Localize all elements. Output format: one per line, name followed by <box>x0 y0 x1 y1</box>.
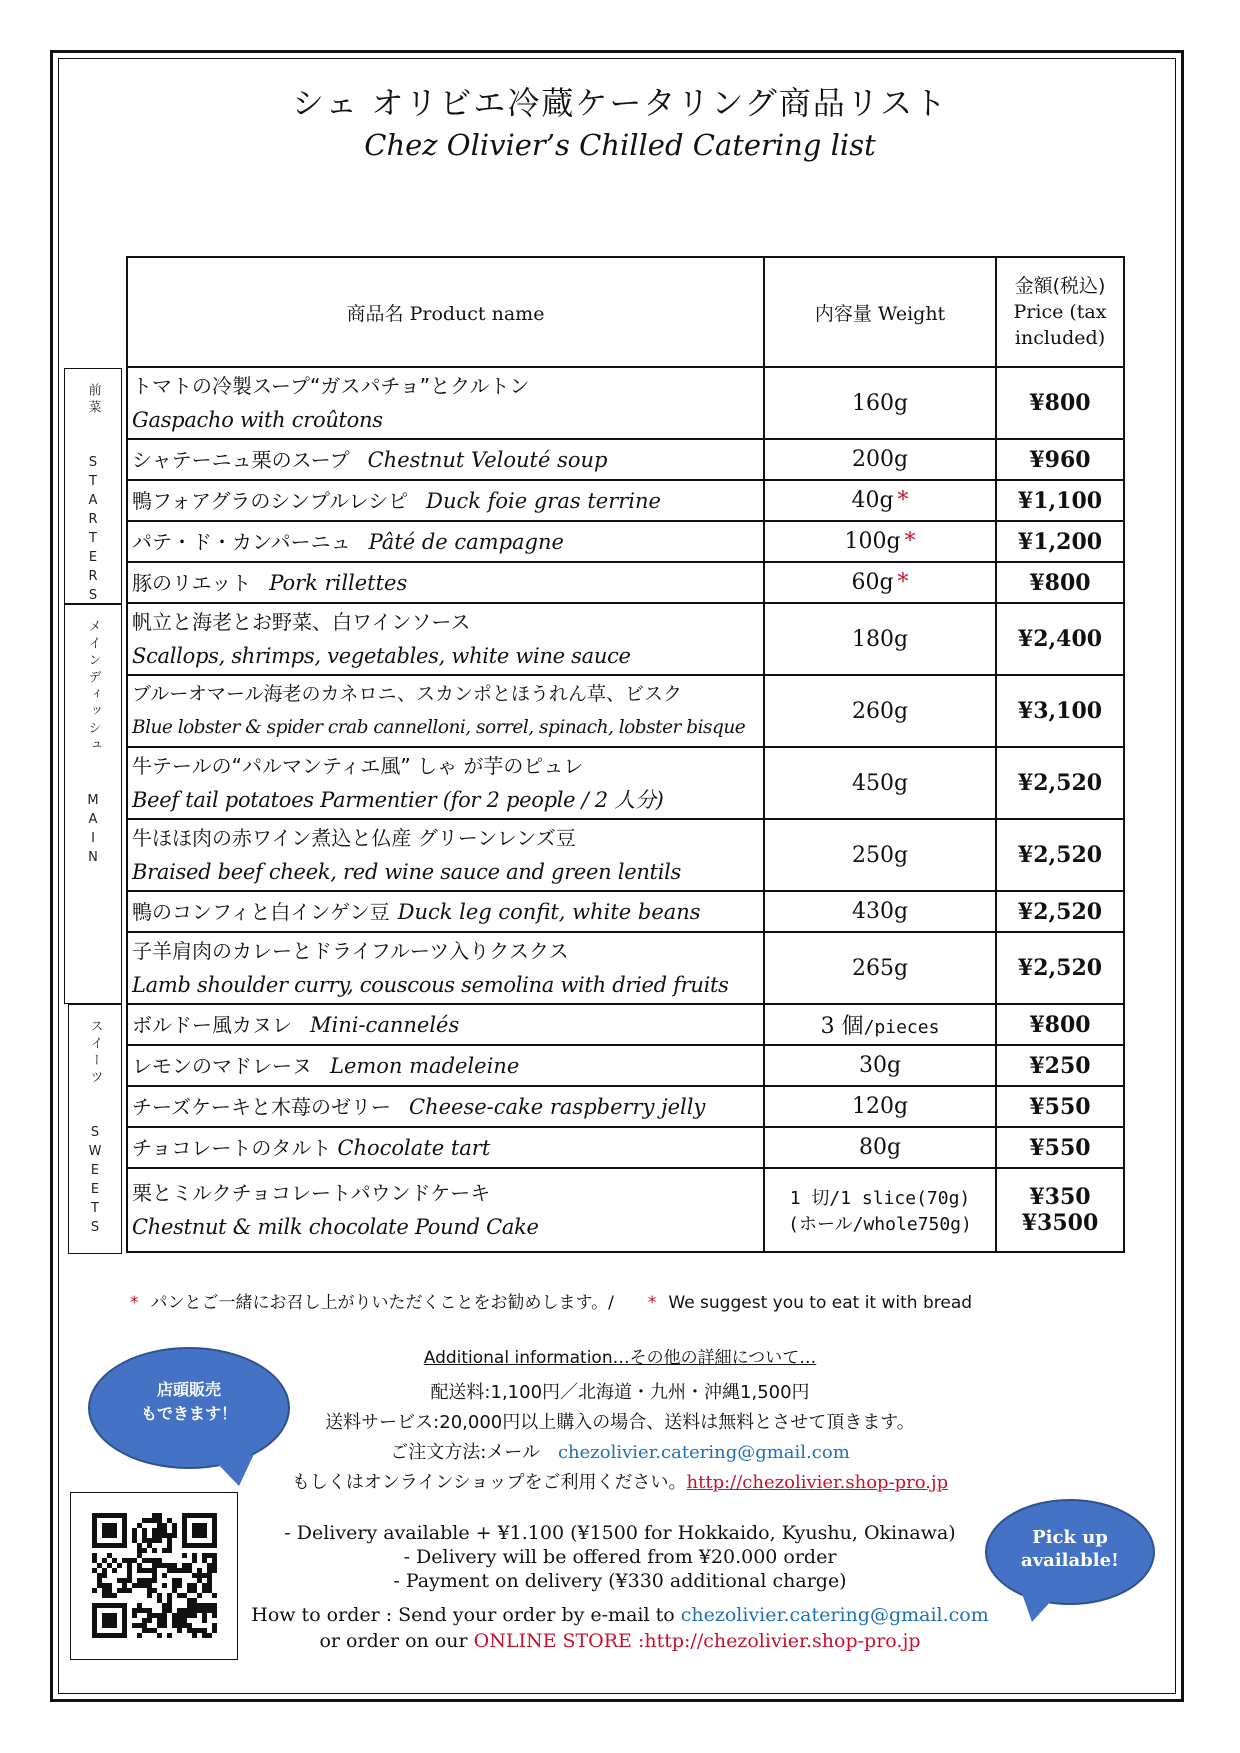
table-header-row <box>127 257 1124 367</box>
table-row: チョコレートのタルト Chocolate tart 80g ¥550 <box>127 1127 1124 1168</box>
shipping-fee: 配送料:1,100円／北海道・九州・沖縄1,500円 <box>430 1382 810 1403</box>
header-product-name: 商品名 Product name <box>127 257 764 367</box>
delivery-info-3: - Payment on delivery (¥330 additional charge) <box>393 1570 847 1592</box>
table-row: 牛ほほ肉の赤ワイン煮込と仏産 グリーンレンズ豆 Braised beef cheek, red wine sauce and green lentils 250g ¥2,520 <box>127 819 1124 891</box>
category-main: メインディッシュ MAIN <box>64 604 122 1004</box>
qr-code-frame <box>70 1492 238 1660</box>
table-row: 子羊肩肉のカレーとドライフルーツ入りクスクス Lamb shoulder curry, couscous semolina with dried fruits 265g ¥2,520 <box>127 932 1124 1004</box>
email-link[interactable]: chezolivier.catering@gmail.com <box>557 1442 850 1463</box>
table-row: シャテーニュ栗のスープ Chestnut Velouté soup 200g ¥960 <box>127 439 1124 480</box>
table-row: 帆立と海老とお野菜、白ワインソース Scallops, shrimps, vegetables, white wine sauce 180g ¥2,400 <box>127 603 1124 675</box>
additional-info-heading: Additional information…その他の詳細について… <box>423 1348 817 1368</box>
table-row: レモンのマドレーヌ Lemon madeleine 30g ¥250 <box>127 1045 1124 1086</box>
product-table <box>126 256 1125 1253</box>
table-row: ボルドー風カヌレ Mini-cannelés 3 個/pieces ¥800 <box>127 1004 1124 1045</box>
table-row: チーズケーキと木苺のゼリー Cheese-cake raspberry jelly 120g ¥550 <box>127 1086 1124 1127</box>
order-method: ご注文方法:メール chezolivier.catering@gmail.com <box>390 1442 850 1463</box>
table-row: 栗とミルクチョコレートパウンドケーキ Chestnut & milk chocolate Pound Cake 1 切/1 slice(70g) (ホール/whole750g) ¥350 ¥3500 <box>127 1168 1124 1252</box>
shop-url-link[interactable]: http://chezolivier.shop-pro.jp <box>686 1472 949 1493</box>
pickup-text: Pick up available! <box>1021 1527 1119 1571</box>
table-row: 豚のリエット Pork rillettes 60g * ¥800 <box>127 562 1124 603</box>
table-row: 鴨のコンフィと白インゲン豆 Duck leg confit, white beans 430g ¥2,520 <box>127 891 1124 932</box>
table-row: ブルーオマール海老のカネロニ、スカンポとほうれん草、ビスク Blue lobster & spider crab cannelloni, sorrel, spinach, lobster bisque 260g ¥3,100 <box>127 675 1124 747</box>
table-row: トマトの冷製スープ“ガスパチョ”とクルトン Gaspacho with croûtons 160g ¥800 <box>127 367 1124 439</box>
free-shipping: 送料サービス:20,000円以上購入の場合、送料は無料とさせて頂きます。 <box>325 1412 915 1433</box>
header-weight: 内容量 Weight <box>764 257 996 367</box>
category-sweets: スイーツ SWEETS <box>68 1004 122 1254</box>
online-store-link[interactable]: ONLINE STORE :http://chezolivier.shop-pro.jp <box>473 1630 921 1652</box>
bread-note: * パンとご一緒にお召し上がりいただくことをお勧めします。/ * We suggest you to eat it with bread <box>130 1293 973 1313</box>
table-row: パテ・ド・カンパーニュ Pâté de campagne 100g * ¥1,200 <box>127 521 1124 562</box>
in-store-text: 店頭販売 もできます！ <box>140 1380 237 1423</box>
table-row: 鴨フォアグラのシンプルレシピ Duck foie gras terrine 40g * ¥1,100 <box>127 480 1124 521</box>
title-english: Chez Olivier’s Chilled Catering list <box>364 128 876 162</box>
header-price: 金額(税込) Price (tax included) <box>996 257 1124 367</box>
online-store-line: or order on our ONLINE STORE :http://chezolivier.shop-pro.jp <box>319 1630 921 1652</box>
delivery-info-1: - Delivery available + ¥1.100 (¥1500 for Hokkaido, Kyushu, Okinawa) <box>284 1522 956 1544</box>
email-link[interactable]: chezolivier.catering@gmail.com <box>680 1604 989 1626</box>
how-to-order: How to order : Send your order by e-mail to chezolivier.catering@gmail.com <box>251 1604 989 1626</box>
title-japanese: シェ オリビエ冷蔵ケータリング商品リスト <box>291 84 949 122</box>
category-starters: 前菜 STARTERS <box>64 368 122 604</box>
online-shop-line: もしくはオンラインショップをご利用ください。http://chezolivier.shop-pro.jp <box>291 1472 949 1493</box>
qr-code-icon[interactable] <box>92 1513 217 1638</box>
table-row: 牛テールの“パルマンティエ風” しゃ が芋のピュレ Beef tail potatoes Parmentier (for 2 people / 2 人分) 450g ¥2,520 <box>127 747 1124 819</box>
delivery-info-2: - Delivery will be offered from ¥20.000 order <box>403 1546 837 1568</box>
